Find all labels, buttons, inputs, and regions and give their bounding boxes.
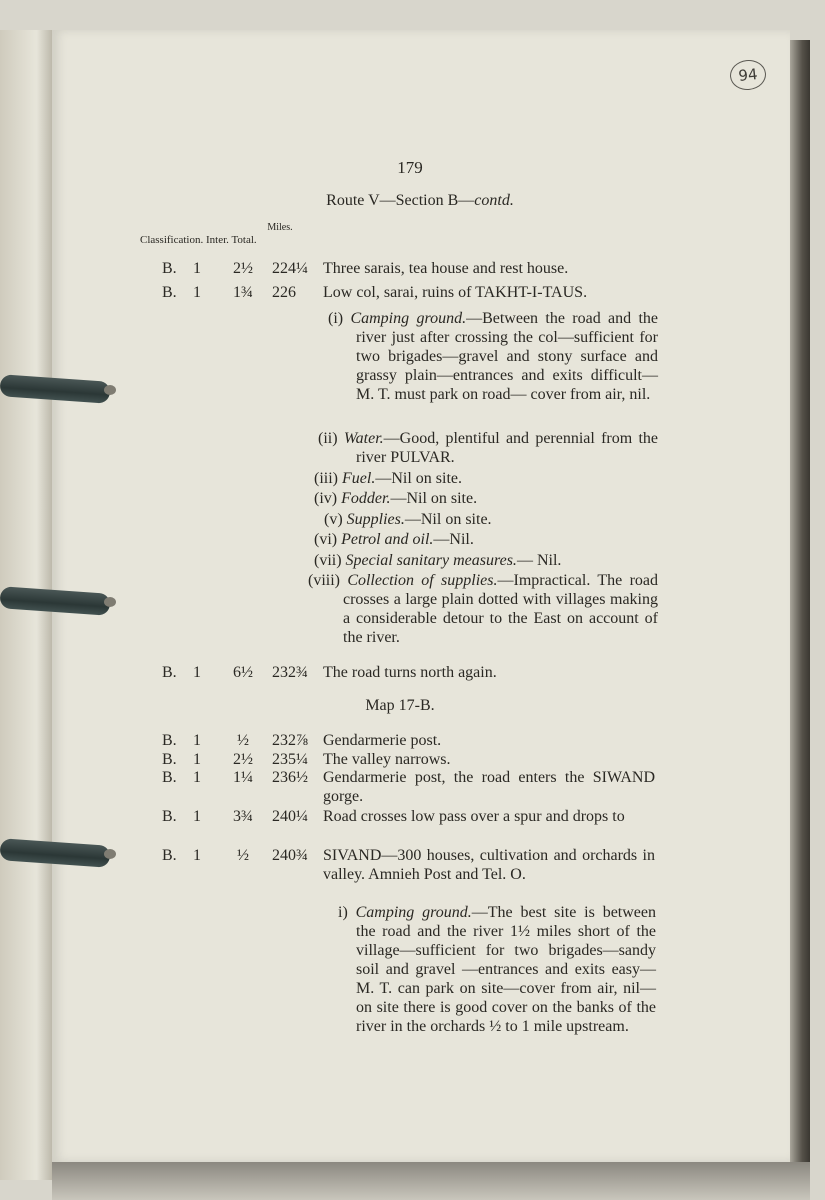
class-number-cell: 1: [193, 847, 201, 864]
inter-miles-cell: 1¼: [233, 769, 253, 786]
total-miles-cell: 240¾: [272, 847, 308, 864]
route-suffix: contd.: [474, 192, 514, 209]
route-heading: [240, 192, 600, 210]
note-label: (i): [328, 310, 351, 327]
page-number: 179: [397, 158, 423, 177]
note-heading: Collection of supplies.: [347, 572, 498, 589]
note-heading: Special sanitary measures.: [345, 552, 517, 569]
note-text: —Between the road and the river just after crossing the col—sufficient for two brigades—gravel and stony surface and grassy plain—entrances and exits difficult—M. T. must park on road— cover from air, nil.: [356, 310, 658, 403]
note-item: [318, 429, 658, 467]
note-item: [328, 309, 658, 404]
classification-cell: B.: [162, 284, 177, 301]
binding-hole: [104, 849, 116, 859]
route-prefix: Route V—Section B—: [326, 192, 475, 209]
note-heading: Water.: [343, 430, 384, 447]
note-text: —Nil on site.: [404, 511, 492, 528]
note-label: i): [338, 904, 356, 921]
note-item: [324, 510, 658, 529]
note-label: (iv): [314, 490, 342, 507]
note-text: —Nil.: [433, 531, 474, 548]
inter-miles-cell: ½: [237, 732, 249, 749]
class-number-cell: 1: [193, 664, 201, 681]
classification-cell: B.: [162, 260, 177, 277]
note-label: (ii): [318, 430, 344, 447]
note-item: [338, 903, 656, 1036]
inter-miles-cell: ½: [237, 847, 249, 864]
note-label: (v): [324, 511, 347, 528]
inter-miles-cell: 2½: [233, 751, 253, 768]
total-miles-cell: 235¼: [272, 751, 308, 768]
total-miles-cell: 240¼: [272, 808, 308, 825]
miles-label: Miles.: [267, 222, 293, 233]
folio-stamp: 94: [729, 58, 768, 92]
total-miles-cell: 232¾: [272, 664, 308, 681]
classification-cell: B.: [162, 664, 177, 681]
total-miles-cell: 226: [272, 284, 296, 301]
note-label: (vi): [314, 531, 342, 548]
note-text: —The best site is between the road and the river 1½ miles short of the village—sufficient for two brigades—sandy soil and gravel —entrances and exits easy—M. T. can park on site—cover from air, nil—on site there is good cover on the banks of the river in the orchards ½ to 1 mile upstream.: [356, 904, 656, 1035]
total-miles-cell: 236½: [272, 769, 308, 786]
note-text: —Nil on site.: [375, 470, 462, 487]
inter-miles-cell: 3¾: [233, 808, 253, 825]
note-text: —Nil on site.: [390, 490, 478, 507]
total-miles-cell: 224¼: [272, 260, 308, 277]
description-cell: Three sarais, tea house and rest house.: [323, 260, 569, 277]
note-label: (vii): [314, 552, 346, 569]
note-text: —Impractical. The road crosses a large plain dotted with villages making a considerable detour to the East on account of the river.: [343, 572, 658, 646]
description-cell: Gendarmerie post, the road enters the SIWAND gorge.: [323, 769, 655, 805]
inter-miles-cell: 2½: [233, 260, 253, 277]
class-number-cell: 1: [193, 769, 201, 786]
classification-cell: B.: [162, 847, 177, 864]
note-item: [314, 469, 658, 488]
note-text: —Good, plentiful and perennial from the river PULVAR.: [356, 430, 658, 466]
book-bottom-shadow: [52, 1162, 810, 1200]
total-miles-cell: 232⅞: [272, 732, 308, 749]
note-heading: Camping ground.: [350, 310, 467, 327]
note-item: [314, 551, 658, 570]
binding-hole: [104, 597, 116, 607]
note-heading: Camping ground.: [355, 904, 472, 921]
note-item: [308, 571, 658, 647]
note-text: — Nil.: [516, 552, 562, 569]
class-number-cell: 1: [193, 732, 201, 749]
note-heading: Fodder.: [341, 490, 391, 507]
note-heading: Supplies.: [346, 511, 405, 528]
map-heading: Map 17-B.: [365, 697, 435, 714]
note-label: (iii): [314, 470, 342, 487]
description-cell: The road turns north again.: [323, 664, 497, 681]
note-item: [314, 489, 658, 508]
inter-miles-cell: 6½: [233, 664, 253, 681]
classification-cell: B.: [162, 732, 177, 749]
description-cell: Road crosses low pass over a spur and drops to: [323, 808, 625, 825]
classification-cell: B.: [162, 808, 177, 825]
class-number-cell: 1: [193, 808, 201, 825]
note-heading: Fuel.: [342, 470, 376, 487]
description-cell: The valley narrows.: [323, 751, 451, 768]
binding-hole: [104, 385, 116, 395]
page-stack-edge: [790, 40, 810, 1180]
column-headers: Classification. Inter. Total.: [140, 234, 257, 246]
description-cell: SIVAND—300 houses, cultivation and orchards in valley. Amnieh Post and Tel. O.: [323, 847, 655, 883]
class-number-cell: 1: [193, 284, 201, 301]
class-number-cell: 1: [193, 751, 201, 768]
classification-cell: B.: [162, 751, 177, 768]
note-item: [314, 530, 658, 549]
description-cell: Low col, sarai, ruins of TAKHT-I-TAUS.: [323, 284, 588, 301]
note-heading: Petrol and oil.: [341, 531, 434, 548]
description-cell: Gendarmerie post.: [323, 732, 442, 749]
note-label: (viii): [308, 572, 348, 589]
class-number-cell: 1: [193, 260, 201, 277]
classification-cell: B.: [162, 769, 177, 786]
inter-miles-cell: 1¾: [233, 284, 253, 301]
